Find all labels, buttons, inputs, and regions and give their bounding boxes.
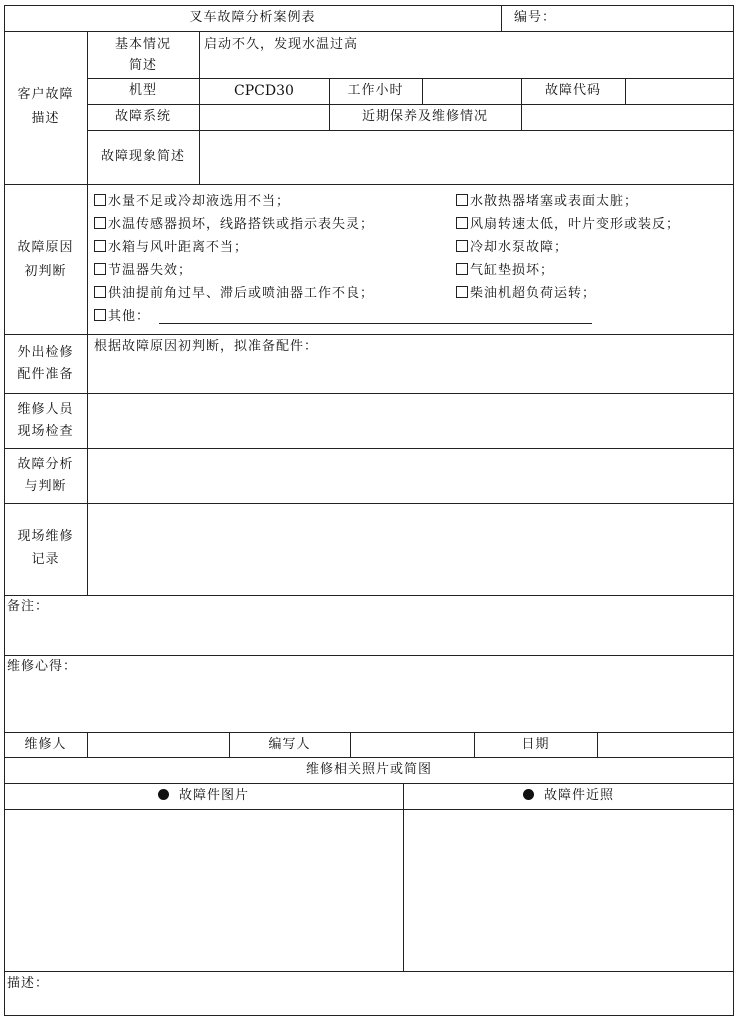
repairer-label: 维修人 xyxy=(24,737,67,752)
cause-right-4: 气缸垫损坏； xyxy=(456,263,554,279)
other-underline xyxy=(159,323,592,324)
photos-title: 维修相关照片或简图 xyxy=(305,762,432,777)
basic-label-1: 基本情况 xyxy=(114,37,171,52)
photo-left-header: 故障件图片 xyxy=(4,788,403,804)
rule xyxy=(4,184,734,185)
rule xyxy=(733,5,734,1016)
description-label: 描述： xyxy=(7,976,50,991)
code-label: 故障代码 xyxy=(544,83,601,98)
parts-text: 根据故障原因初判断，拟准备配件： xyxy=(94,339,319,354)
rule xyxy=(4,783,734,784)
analysis-label-1: 故障分析 xyxy=(17,457,74,472)
cause-left-5: 供油提前角过早、滞后或喷油器工作不良； xyxy=(94,286,374,302)
experience-label: 维修心得： xyxy=(7,659,78,674)
rule xyxy=(4,809,734,810)
rule xyxy=(501,5,502,31)
form-title: 叉车故障分析案例表 xyxy=(189,10,316,25)
remarks-label: 备注： xyxy=(7,599,50,614)
rule xyxy=(625,78,626,104)
customer-section-label-1: 客户故障 xyxy=(17,87,74,102)
cause-left-4: 节温器失效； xyxy=(94,263,192,279)
rule xyxy=(4,31,734,32)
maintenance-label: 近期保养及维修情况 xyxy=(361,109,488,124)
rule xyxy=(4,595,734,596)
rule xyxy=(4,971,734,972)
record-label-2: 记录 xyxy=(31,552,60,567)
inspection-label-1: 维修人员 xyxy=(17,402,74,417)
rule xyxy=(4,448,734,449)
photo-right-header: 故障件近照 xyxy=(403,788,734,804)
rule xyxy=(4,334,734,335)
parts-section-label-2: 配件准备 xyxy=(17,367,74,382)
hours-label: 工作小时 xyxy=(347,83,404,98)
fault-analysis-form xyxy=(4,5,734,1016)
customer-section-label-2: 描述 xyxy=(31,111,60,126)
rule xyxy=(403,783,404,971)
rule xyxy=(87,78,734,79)
causes-section-label-2: 初判断 xyxy=(24,264,67,279)
cause-left-2: 水温传感器损坏，线路搭铁或指示表失灵； xyxy=(94,217,374,233)
cause-left-1: 水量不足或冷却液选用不当； xyxy=(94,194,290,210)
basic-value: 启动不久，发现水温过高 xyxy=(204,37,359,52)
rule xyxy=(350,732,351,757)
system-label: 故障系统 xyxy=(114,109,171,124)
rule xyxy=(597,732,598,757)
rule xyxy=(4,1015,734,1016)
rule xyxy=(4,757,734,758)
model-label: 机型 xyxy=(128,83,157,98)
causes-section-label-1: 故障原因 xyxy=(17,240,74,255)
analysis-label-2: 与判断 xyxy=(24,479,67,494)
rule xyxy=(87,732,88,757)
rule xyxy=(199,31,200,184)
rule xyxy=(4,5,5,1016)
rule xyxy=(87,104,734,105)
rule xyxy=(4,5,734,6)
parts-section-label-1: 外出检修 xyxy=(17,345,74,360)
record-label-1: 现场维修 xyxy=(17,529,74,544)
cause-right-1: 水散热器堵塞或表面太脏； xyxy=(456,194,638,210)
cause-other: 其他： xyxy=(94,309,150,325)
bullet-icon xyxy=(158,789,169,800)
writer-label: 编写人 xyxy=(268,737,311,752)
basic-label-2: 简述 xyxy=(128,58,157,73)
date-label: 日期 xyxy=(521,737,550,752)
rule xyxy=(4,655,734,656)
cause-right-2: 风扇转速太低，叶片变形或装反； xyxy=(456,217,680,233)
cause-left-3: 水箱与风叶距离不当； xyxy=(94,240,248,256)
inspection-label-2: 现场检查 xyxy=(17,424,74,439)
rule xyxy=(4,393,734,394)
bullet-icon xyxy=(523,789,534,800)
cause-right-5: 柴油机超负荷运转； xyxy=(456,286,596,302)
form-number-label: 编号： xyxy=(514,10,557,25)
rule xyxy=(4,732,734,733)
cause-right-3: 冷却水泵故障； xyxy=(456,240,568,256)
model-value: CPCD30 xyxy=(234,83,294,99)
phenomenon-label: 故障现象简述 xyxy=(100,149,185,164)
rule xyxy=(4,503,734,504)
rule xyxy=(422,78,423,104)
rule xyxy=(87,130,734,131)
